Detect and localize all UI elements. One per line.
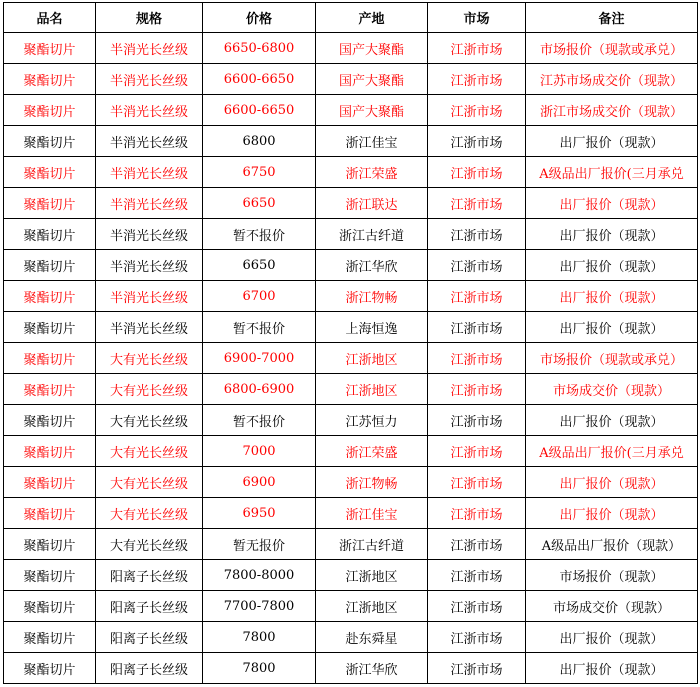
table-row (4, 126, 698, 157)
cell-specification: 大有光长丝级 (96, 405, 203, 436)
cell-product-name: 聚酯切片 (4, 219, 96, 250)
table-row (4, 374, 698, 405)
cell-remarks: 出厂报价（现款） (526, 219, 698, 250)
cell-remarks: 市场报价（现款或承兑） (526, 33, 698, 64)
cell-specification: 半消光长丝级 (96, 64, 203, 95)
cell-market: 江浙市场 (428, 95, 526, 126)
cell-price: 6650 (203, 250, 316, 281)
cell-market: 江浙市场 (428, 467, 526, 498)
cell-origin: 浙江物畅 (316, 467, 428, 498)
cell-origin: 浙江华欣 (316, 250, 428, 281)
cell-market: 江浙市场 (428, 591, 526, 622)
table-row (4, 95, 698, 126)
cell-market: 江浙市场 (428, 188, 526, 219)
cell-origin: 浙江荣盛 (316, 436, 428, 467)
cell-product-name: 聚酯切片 (4, 250, 96, 281)
cell-product-name: 聚酯切片 (4, 653, 96, 684)
cell-specification: 阳离子长丝级 (96, 653, 203, 684)
table-row (4, 219, 698, 250)
cell-price: 7700-7800 (203, 591, 316, 622)
header-price: 价格 (203, 3, 316, 33)
cell-price: 暂不报价 (203, 219, 316, 250)
cell-remarks: 江苏市场成交价（现款） (526, 64, 698, 95)
table-row (4, 498, 698, 529)
cell-remarks: 市场成交价（现款） (526, 374, 698, 405)
cell-origin: 江苏恒力 (316, 405, 428, 436)
cell-specification: 半消光长丝级 (96, 281, 203, 312)
cell-product-name: 聚酯切片 (4, 436, 96, 467)
cell-product-name: 聚酯切片 (4, 157, 96, 188)
cell-price: 7800 (203, 653, 316, 684)
cell-price: 6700 (203, 281, 316, 312)
header-row (4, 3, 698, 33)
cell-product-name: 聚酯切片 (4, 374, 96, 405)
cell-market: 江浙市场 (428, 436, 526, 467)
cell-specification: 大有光长丝级 (96, 498, 203, 529)
header-origin: 产地 (316, 3, 428, 33)
cell-specification: 大有光长丝级 (96, 467, 203, 498)
cell-remarks: 市场报价（现款或承兑） (526, 343, 698, 374)
header-remarks: 备注 (526, 3, 698, 33)
cell-remarks: 出厂报价（现款） (526, 281, 698, 312)
cell-specification: 半消光长丝级 (96, 33, 203, 64)
table-row (4, 405, 698, 436)
cell-specification: 阳离子长丝级 (96, 560, 203, 591)
cell-origin: 浙江华欣 (316, 653, 428, 684)
cell-remarks: 出厂报价（现款） (526, 622, 698, 653)
cell-remarks: 出厂报价（现款） (526, 467, 698, 498)
table-header (4, 3, 698, 33)
cell-market: 江浙市场 (428, 250, 526, 281)
cell-origin: 浙江荣盛 (316, 157, 428, 188)
cell-product-name: 聚酯切片 (4, 33, 96, 64)
cell-product-name: 聚酯切片 (4, 281, 96, 312)
cell-specification: 半消光长丝级 (96, 157, 203, 188)
cell-remarks: 出厂报价（现款） (526, 250, 698, 281)
cell-specification: 半消光长丝级 (96, 188, 203, 219)
cell-product-name: 聚酯切片 (4, 64, 96, 95)
cell-market: 江浙市场 (428, 219, 526, 250)
cell-origin: 浙江古纤道 (316, 219, 428, 250)
cell-remarks: A级品出厂报价(三月承兑 (526, 157, 698, 188)
cell-specification: 半消光长丝级 (96, 95, 203, 126)
table-row (4, 560, 698, 591)
cell-market: 江浙市场 (428, 281, 526, 312)
table-row (4, 653, 698, 684)
cell-price: 暂无报价 (203, 529, 316, 560)
cell-market: 江浙市场 (428, 312, 526, 343)
cell-origin: 浙江佳宝 (316, 498, 428, 529)
table-row (4, 529, 698, 560)
cell-origin: 国产大聚酯 (316, 64, 428, 95)
cell-remarks: A级品出厂报价(三月承兑 (526, 436, 698, 467)
table-row (4, 33, 698, 64)
cell-market: 江浙市场 (428, 33, 526, 64)
cell-market: 江浙市场 (428, 653, 526, 684)
cell-product-name: 聚酯切片 (4, 405, 96, 436)
cell-origin: 国产大聚酯 (316, 33, 428, 64)
cell-specification: 阳离子长丝级 (96, 622, 203, 653)
cell-remarks: 出厂报价（现款） (526, 126, 698, 157)
cell-origin: 江浙地区 (316, 591, 428, 622)
cell-origin: 江浙地区 (316, 343, 428, 374)
cell-product-name: 聚酯切片 (4, 529, 96, 560)
cell-price: 6600-6650 (203, 95, 316, 126)
cell-origin: 浙江佳宝 (316, 126, 428, 157)
table-row (4, 622, 698, 653)
cell-specification: 大有光长丝级 (96, 436, 203, 467)
cell-price: 6900-7000 (203, 343, 316, 374)
cell-origin: 浙江联达 (316, 188, 428, 219)
table-row (4, 591, 698, 622)
cell-remarks: 出厂报价（现款） (526, 188, 698, 219)
table-row (4, 64, 698, 95)
table-row (4, 188, 698, 219)
table-row (4, 467, 698, 498)
cell-market: 江浙市场 (428, 343, 526, 374)
cell-market: 江浙市场 (428, 622, 526, 653)
cell-remarks: 出厂报价（现款） (526, 498, 698, 529)
cell-specification: 半消光长丝级 (96, 126, 203, 157)
table-body (4, 33, 698, 684)
cell-price: 7800-8000 (203, 560, 316, 591)
cell-origin: 江浙地区 (316, 560, 428, 591)
cell-product-name: 聚酯切片 (4, 560, 96, 591)
cell-product-name: 聚酯切片 (4, 188, 96, 219)
cell-market: 江浙市场 (428, 405, 526, 436)
cell-price: 6650-6800 (203, 33, 316, 64)
cell-price: 暂不报价 (203, 405, 316, 436)
cell-specification: 半消光长丝级 (96, 250, 203, 281)
cell-market: 江浙市场 (428, 64, 526, 95)
cell-remarks: A级品出厂报价（现款） (526, 529, 698, 560)
table-row (4, 250, 698, 281)
cell-product-name: 聚酯切片 (4, 312, 96, 343)
cell-price: 6800-6900 (203, 374, 316, 405)
cell-product-name: 聚酯切片 (4, 126, 96, 157)
table-row (4, 312, 698, 343)
table-row (4, 157, 698, 188)
cell-market: 江浙市场 (428, 498, 526, 529)
cell-market: 江浙市场 (428, 157, 526, 188)
cell-price: 7000 (203, 436, 316, 467)
cell-price: 6900 (203, 467, 316, 498)
cell-price: 暂不报价 (203, 312, 316, 343)
header-product-name: 品名 (4, 3, 96, 33)
cell-price: 6800 (203, 126, 316, 157)
cell-market: 江浙市场 (428, 374, 526, 405)
cell-specification: 半消光长丝级 (96, 312, 203, 343)
cell-price: 7800 (203, 622, 316, 653)
cell-remarks: 市场报价（现款） (526, 560, 698, 591)
cell-price: 6600-6650 (203, 64, 316, 95)
cell-specification: 大有光长丝级 (96, 343, 203, 374)
cell-origin: 上海恒逸 (316, 312, 428, 343)
header-specification: 规格 (96, 3, 203, 33)
cell-product-name: 聚酯切片 (4, 467, 96, 498)
cell-product-name: 聚酯切片 (4, 591, 96, 622)
cell-origin: 国产大聚酯 (316, 95, 428, 126)
header-market: 市场 (428, 3, 526, 33)
cell-origin: 浙江古纤道 (316, 529, 428, 560)
cell-price: 6650 (203, 188, 316, 219)
table-row (4, 343, 698, 374)
cell-origin: 江浙地区 (316, 374, 428, 405)
cell-specification: 大有光长丝级 (96, 529, 203, 560)
cell-origin: 赴东舜星 (316, 622, 428, 653)
price-table (3, 2, 698, 684)
cell-product-name: 聚酯切片 (4, 622, 96, 653)
cell-remarks: 出厂报价（现款） (526, 653, 698, 684)
cell-specification: 阳离子长丝级 (96, 591, 203, 622)
cell-remarks: 浙江市场成交价（现款） (526, 95, 698, 126)
cell-product-name: 聚酯切片 (4, 343, 96, 374)
cell-product-name: 聚酯切片 (4, 95, 96, 126)
cell-product-name: 聚酯切片 (4, 498, 96, 529)
cell-origin: 浙江物畅 (316, 281, 428, 312)
cell-specification: 半消光长丝级 (96, 219, 203, 250)
table-row (4, 436, 698, 467)
cell-specification: 大有光长丝级 (96, 374, 203, 405)
cell-market: 江浙市场 (428, 126, 526, 157)
table-row (4, 281, 698, 312)
cell-price: 6750 (203, 157, 316, 188)
cell-remarks: 出厂报价（现款） (526, 405, 698, 436)
cell-remarks: 出厂报价（现款） (526, 312, 698, 343)
cell-market: 江浙市场 (428, 529, 526, 560)
cell-market: 江浙市场 (428, 560, 526, 591)
cell-remarks: 市场成交价（现款） (526, 591, 698, 622)
cell-price: 6950 (203, 498, 316, 529)
